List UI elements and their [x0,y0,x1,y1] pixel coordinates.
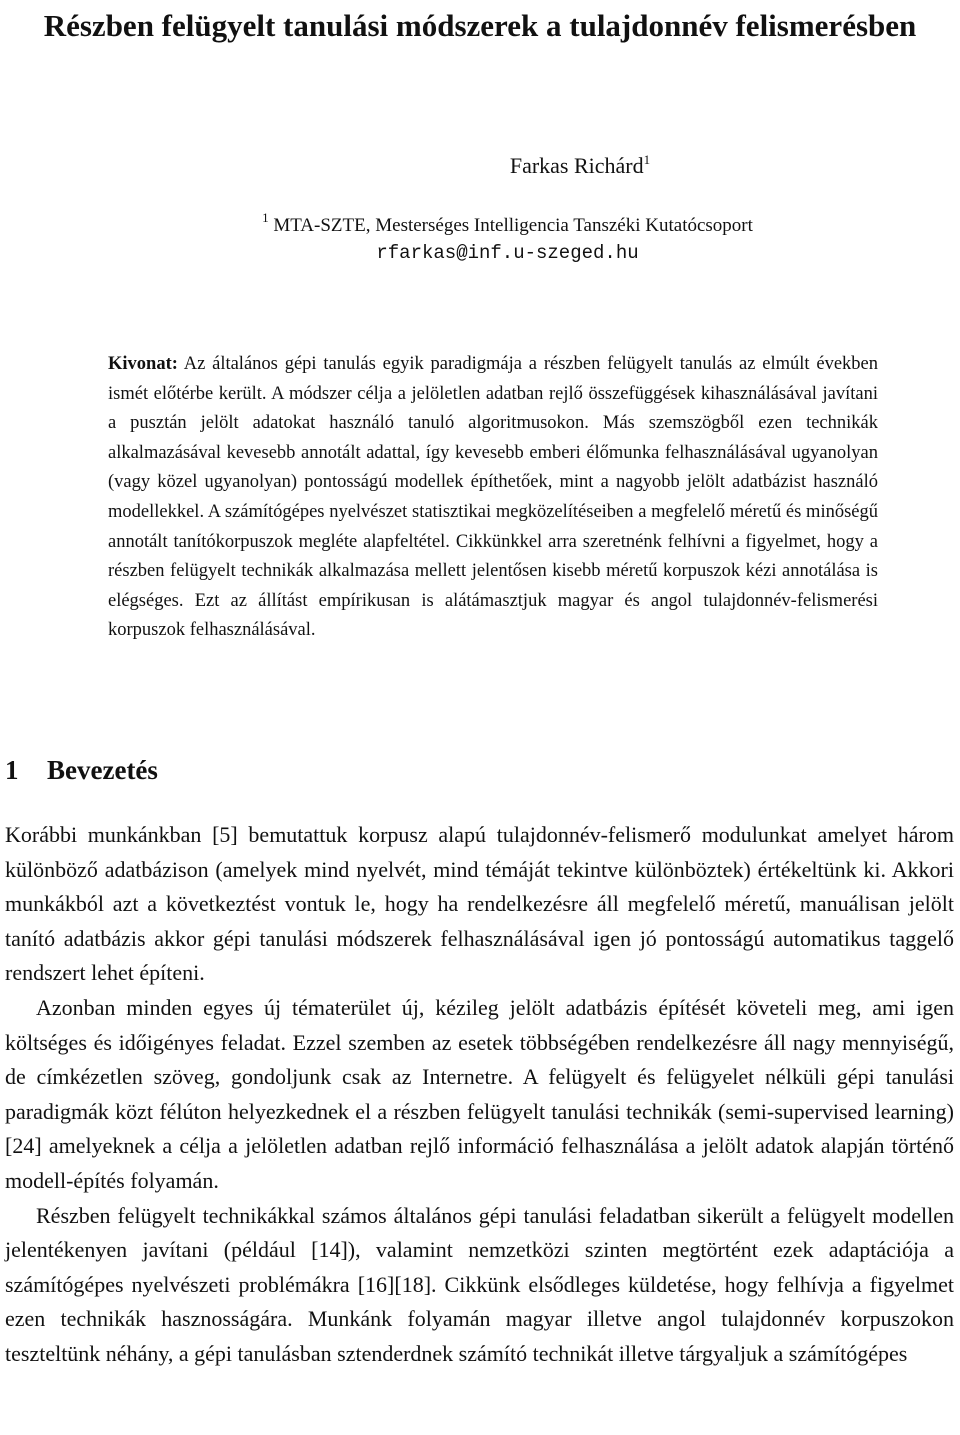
body-paragraph: Részben felügyelt technikákkal számos általános gépi tanulási feladatban sikerült a felügyelt modellen jelentékenyen javítani (például [14]), valamint nemzetközi szinten megtörtént ezek adaptációja a számítógépes nyelvészeti problémákra [16][18]. Cikkünk elsődleges küldetése, hogy felhívja a figyelmet ezen technikák hasznosságára. Munkánk folyamán magyar illetve angol tulajdonnév korpuszokon teszteltünk néhány, a gépi tanulásban sztenderdnek számító technikát illetve tárgyaljuk a számítógépes [5,1202,954,1366]
abstract-label: Kivonat: [108,354,178,374]
abstract [108,350,878,646]
paper-title: Részben felügyelt tanulási módszerek a tulajdonnév felismerésben [43,8,917,43]
section-title: Bevezetés [47,755,158,785]
body-paragraph: Korábbi munkánkban [5] bemutattuk korpusz alapú tulajdonnév-felismerő modulunkat amelyet három különböző adatbázison (amelyek mind nyelvét, mind témáját tekintve különböztek) értékeltünk ki. Akkori munkákból azt a következtést vontuk le, hogy ha rendelkezésre áll megfelelő méretű, manuálisan jelölt tanító adatbázis akkor gépi tanulási módszerek felhasználásával igen jó pontosságú automatikus taggelő rendszert lehet építeni. [5,822,954,986]
affiliation-text: MTA-SZTE, Mesterséges Intelligencia Tanszéki Kutatócsoport [273,215,753,236]
section-body [5,818,954,1372]
section-heading [5,750,158,790]
author-name: Farkas Richárd [509,153,644,178]
body-paragraph: Azonban minden egyes új tématerület új, kézileg jelölt adatbázis építését követeli meg, ami igen költséges és időigényes feladat. Ezzel szemben az esetek többségében rendelkezésre áll nagy mennyiségű, de címkézetlen szöveg, gondoljunk csak az Internetre. A felügyelt és felügyelet nélküli gépi tanulási paradigmák közt félúton helyezkednek el a részben felügyelt tanulási technikák (semi-supervised learning) [24] amelyeknek a célja a jelöletlen adatban rejlő információ felhasználása a jelölt adatok alapján történő modell-építés folyamán. [5,994,954,1193]
author-affiliation-marker: 1 [643,152,651,167]
author-email: rfarkas@inf.u-szeged.hu [376,242,639,264]
affiliation-line [0,210,960,239]
abstract-text: Az általános gépi tanulás egyik paradigmája a részben felügyelt tanulás az elmúlt években ismét előtérbe került. A módszer célja a jelöletlen adatban rejlő összefüggések kihasználásával javítani a pusztán jelölt adatokat használó tanuló algoritmusokon. Más szemszögből ezen technikák alkalmazásával kevesebb annotált adattal, így kevesebb emberi élőmunka felhasználásával ugyanolyan (vagy közel ugyanolyan) pontosságú modellek építhetőek, mint a nagyobb jelölt adatbázist használó modellekkel. A számítógépes nyelvészet statisztikai megközelítéseiben a megfelelő méretű és minőségű annotált tanítókorpuszok megléte alapfeltétel. Cikkünkkel arra szeretnénk felhívni a figyelmet, hogy a részben felügyelt technikák alkalmazása mellett jelentősen kisebb méretű korpuszok kézi annotálása is elégséges. Ezt az állítást empírikusan is alátámasztjuk magyar és angol tulajdonnév-felismerési korpuszok felhasználásával. [108,354,878,641]
author-line [0,151,960,181]
section-number: 1 [5,755,19,785]
affiliation-marker: 1 [262,210,269,225]
